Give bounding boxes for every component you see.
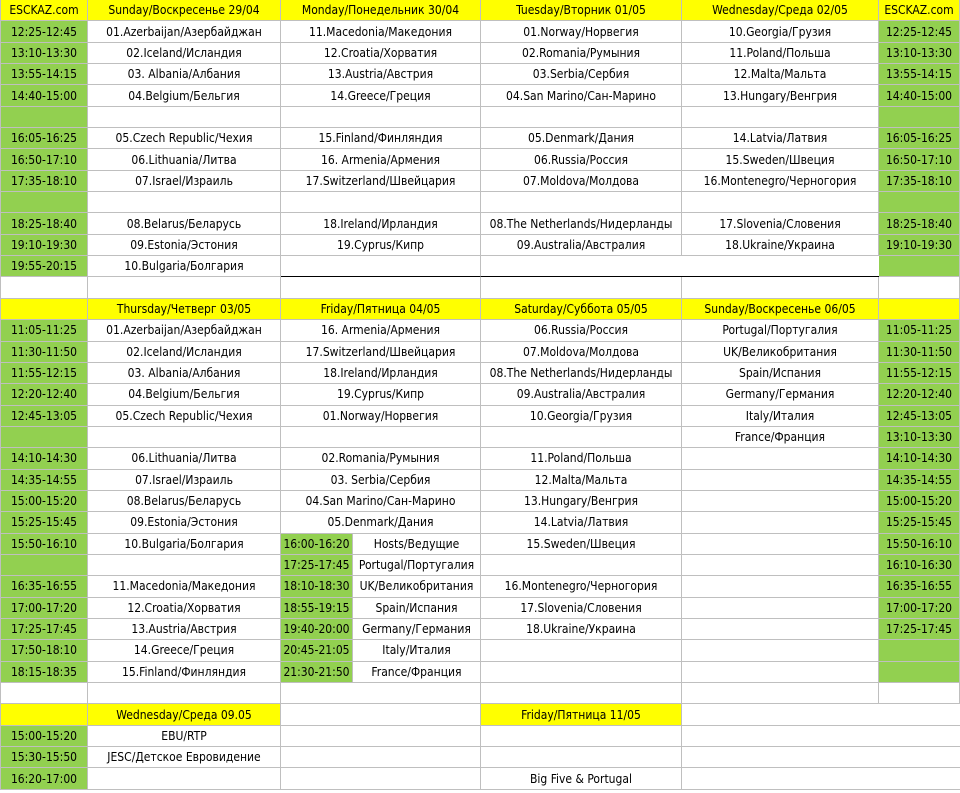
performance-cell: 07.Israel/Израиль: [88, 171, 281, 192]
sunday-cell: [682, 470, 879, 491]
blank: [879, 277, 960, 298]
friday-split-cell: [281, 598, 481, 619]
time-left: [0, 192, 88, 213]
block2-day-header: Sunday/Воскресенье 06/05: [682, 299, 879, 320]
friday-split-cell: [281, 662, 481, 683]
blank: [481, 277, 682, 298]
block2-row: [0, 534, 960, 555]
sunday-cell: [682, 512, 879, 533]
time-left: 18:25-18:40: [0, 213, 88, 234]
friday-cell: 05.Denmark/Дания: [281, 512, 481, 533]
time-right: 17:35-18:10: [879, 171, 960, 192]
blank: [88, 277, 281, 298]
performance-cell: 11.Macedonia/Македония: [281, 21, 481, 42]
thursday-cell: 12.Croatia/Хорватия: [88, 598, 281, 619]
blank: [682, 683, 879, 704]
friday-split-cell: [281, 555, 481, 576]
blank: [0, 683, 88, 704]
block2-row: [0, 640, 960, 661]
time-right: 16:05-16:25: [879, 128, 960, 149]
block1-row: [0, 256, 960, 277]
performance-cell: 05.Denmark/Дания: [481, 128, 682, 149]
friday-split-cell: [281, 576, 481, 597]
performance-cell: 04.Belgium/Бельгия: [88, 85, 281, 106]
sunday-cell: [682, 448, 879, 469]
time-right: 18:25-18:40: [879, 213, 960, 234]
time-right: 14:35-14:55: [879, 470, 960, 491]
block2-row: [0, 555, 960, 576]
performance-cell: [281, 192, 481, 213]
sunday-cell: Italy/Италия: [682, 406, 879, 427]
friday-cell: [481, 726, 682, 747]
saturday-cell: [481, 640, 682, 661]
block2-row: [0, 619, 960, 640]
block1-day-header: Sunday/Воскресенье 29/04: [88, 0, 281, 21]
block1-header-row: [0, 0, 960, 21]
time-left: 15:50-16:10: [0, 534, 88, 555]
block1-row: [0, 43, 960, 64]
sunday-cell: Portugal/Португалия: [682, 320, 879, 341]
blank: [281, 747, 481, 768]
sunday-cell: Germany/Германия: [682, 384, 879, 405]
performance-cell: 10.Bulgaria/Болгария: [88, 256, 281, 277]
time-left: 17:00-17:20: [0, 598, 88, 619]
time-left: 16:20-17:00: [0, 768, 88, 789]
performance-cell: [481, 256, 682, 277]
time-right: 15:50-16:10: [879, 534, 960, 555]
time-right: 12:25-12:45: [879, 21, 960, 42]
performance-cell: [88, 107, 281, 128]
thursday-cell: 15.Finland/Финляндия: [88, 662, 281, 683]
block2-corner-right: [879, 299, 960, 320]
performance-cell: 09.Estonia/Эстония: [88, 235, 281, 256]
block2-row: [0, 363, 960, 384]
block3-row: [0, 726, 960, 747]
thursday-cell: 14.Greece/Греция: [88, 640, 281, 661]
friday-time: 18:55-19:15: [281, 598, 353, 618]
performance-cell: [281, 256, 481, 277]
saturday-cell: 16.Montenegro/Черногория: [481, 576, 682, 597]
performance-cell: 17.Switzerland/Швейцария: [281, 171, 481, 192]
time-right: 11:30-11:50: [879, 342, 960, 363]
performance-cell: 06.Lithuania/Литва: [88, 149, 281, 170]
time-right: [879, 107, 960, 128]
wednesday-cell: JESC/Детское Евровидение: [88, 747, 281, 768]
time-left: 14:35-14:55: [0, 470, 88, 491]
time-left: 14:10-14:30: [0, 448, 88, 469]
performance-cell: 14.Greece/Греция: [281, 85, 481, 106]
performance-cell: 08.The Netherlands/Нидерланды: [481, 213, 682, 234]
sunday-cell: UK/Великобритания: [682, 342, 879, 363]
saturday-cell: 10.Georgia/Грузия: [481, 406, 682, 427]
performance-cell: 02.Iceland/Исландия: [88, 43, 281, 64]
time-right: [879, 662, 960, 683]
performance-cell: 19.Cyprus/Кипр: [281, 235, 481, 256]
friday-cell: 03. Serbia/Сербия: [281, 470, 481, 491]
block2-day-header: Saturday/Суббота 05/05: [481, 299, 682, 320]
blank: [281, 277, 481, 298]
performance-cell: [481, 192, 682, 213]
block2-row: [0, 342, 960, 363]
thursday-cell: 10.Bulgaria/Болгария: [88, 534, 281, 555]
friday-cell: Spain/Испания: [375, 600, 458, 615]
performance-cell: 05.Czech Republic/Чехия: [88, 128, 281, 149]
time-left: 12:45-13:05: [0, 406, 88, 427]
time-right: 16:10-16:30: [879, 555, 960, 576]
performance-cell: 08.Belarus/Беларусь: [88, 213, 281, 234]
performance-cell: 03. Albania/Албания: [88, 64, 281, 85]
blank: [281, 683, 481, 704]
friday-cell: Big Five & Portugal: [481, 768, 682, 789]
thursday-cell: 08.Belarus/Беларусь: [88, 491, 281, 512]
title-left: ESCKAZ.com: [0, 0, 88, 21]
time-left: 15:30-15:50: [0, 747, 88, 768]
saturday-cell: 07.Moldova/Молдова: [481, 342, 682, 363]
saturday-cell: 08.The Netherlands/Нидерланды: [481, 363, 682, 384]
performance-cell: 12.Malta/Мальта: [682, 64, 879, 85]
time-right: 14:40-15:00: [879, 85, 960, 106]
sunday-cell: [682, 598, 879, 619]
time-right: 13:10-13:30: [879, 427, 960, 448]
saturday-cell: [481, 555, 682, 576]
block2-header-row: [0, 299, 960, 320]
performance-cell: 13.Austria/Австрия: [281, 64, 481, 85]
time-left: 15:00-15:20: [0, 491, 88, 512]
block3-row: [0, 768, 960, 789]
thursday-cell: 09.Estonia/Эстония: [88, 512, 281, 533]
blank: [879, 704, 960, 725]
saturday-cell: 06.Russia/Россия: [481, 320, 682, 341]
performance-cell: [682, 256, 879, 277]
time-right: 15:00-15:20: [879, 491, 960, 512]
friday-time: 21:30-21:50: [281, 662, 353, 682]
blank: [682, 726, 879, 747]
time-right: 19:10-19:30: [879, 235, 960, 256]
time-right: 13:10-13:30: [879, 43, 960, 64]
thursday-cell: 02.Iceland/Исландия: [88, 342, 281, 363]
friday-cell: 18.Ireland/Ирландия: [281, 363, 481, 384]
performance-cell: 15.Finland/Финляндия: [281, 128, 481, 149]
time-left: 15:00-15:20: [0, 726, 88, 747]
title-right: ESCKAZ.com: [879, 0, 960, 21]
saturday-cell: 15.Sweden/Швеция: [481, 534, 682, 555]
friday-cell: 19.Cyprus/Кипр: [281, 384, 481, 405]
block2-row: [0, 384, 960, 405]
block2-row: [0, 406, 960, 427]
time-left: 11:30-11:50: [0, 342, 88, 363]
performance-cell: 15.Sweden/Швеция: [682, 149, 879, 170]
sunday-cell: [682, 491, 879, 512]
friday-cell: [481, 747, 682, 768]
thursday-cell: 03. Albania/Албания: [88, 363, 281, 384]
saturday-cell: 13.Hungary/Венгрия: [481, 491, 682, 512]
time-left: 15:25-15:45: [0, 512, 88, 533]
time-right: [879, 640, 960, 661]
time-right: 11:55-12:15: [879, 363, 960, 384]
performance-cell: 17.Slovenia/Словения: [682, 213, 879, 234]
friday-cell: 04.San Marino/Сан-Марино: [281, 491, 481, 512]
thursday-cell: [88, 555, 281, 576]
performance-cell: 10.Georgia/Грузия: [682, 21, 879, 42]
saturday-cell: [481, 427, 682, 448]
block2-row: [0, 320, 960, 341]
wednesday-cell: EBU/RTP: [88, 726, 281, 747]
sunday-cell: France/Франция: [682, 427, 879, 448]
thursday-cell: 06.Lithuania/Литва: [88, 448, 281, 469]
time-right: 17:00-17:20: [879, 598, 960, 619]
time-left: [0, 555, 88, 576]
block3-header-row: [0, 704, 960, 725]
blank: [481, 683, 682, 704]
block2-row: [0, 512, 960, 533]
saturday-cell: 18.Ukraine/Украина: [481, 619, 682, 640]
separator-row-2: [0, 683, 960, 704]
friday-cell: 01.Norway/Норвегия: [281, 406, 481, 427]
blank: [879, 768, 960, 789]
wednesday-cell: [88, 768, 281, 789]
time-left: 17:25-17:45: [0, 619, 88, 640]
block3-day-header: Wednesday/Среда 09.05: [88, 704, 281, 725]
performance-cell: [682, 192, 879, 213]
friday-cell: Germany/Германия: [362, 622, 471, 637]
performance-cell: 16.Montenegro/Черногория: [682, 171, 879, 192]
performance-cell: [682, 107, 879, 128]
saturday-cell: [481, 662, 682, 683]
performance-cell: [88, 192, 281, 213]
block1-day-header: Wednesday/Среда 02/05: [682, 0, 879, 21]
performance-cell: 18.Ireland/Ирландия: [281, 213, 481, 234]
thursday-cell: 11.Macedonia/Македония: [88, 576, 281, 597]
time-left: [0, 427, 88, 448]
time-left: 18:15-18:35: [0, 662, 88, 683]
block1-row: [0, 149, 960, 170]
friday-time: 16:00-16:20: [281, 534, 353, 554]
time-right: 15:25-15:45: [879, 512, 960, 533]
performance-cell: 11.Poland/Польша: [682, 43, 879, 64]
friday-split-cell: [281, 619, 481, 640]
time-left: 16:50-17:10: [0, 149, 88, 170]
friday-cell: Italy/Италия: [382, 643, 451, 658]
friday-time: 17:25-17:45: [281, 555, 353, 575]
saturday-cell: 09.Australia/Австралия: [481, 384, 682, 405]
blank: [281, 726, 481, 747]
time-left: 19:55-20:15: [0, 256, 88, 277]
block2-day-header: Friday/Пятница 04/05: [281, 299, 481, 320]
time-left: 11:05-11:25: [0, 320, 88, 341]
friday-cell: [281, 427, 481, 448]
blank: [281, 768, 481, 789]
block2-row: [0, 427, 960, 448]
time-left: 17:50-18:10: [0, 640, 88, 661]
performance-cell: 02.Romania/Румыния: [481, 43, 682, 64]
saturday-cell: 14.Latvia/Латвия: [481, 512, 682, 533]
block1-row: [0, 85, 960, 106]
friday-time: 19:40-20:00: [281, 619, 353, 639]
time-left: 14:40-15:00: [0, 85, 88, 106]
friday-time: 18:10-18:30: [281, 576, 353, 596]
block3-day-header: Friday/Пятница 11/05: [481, 704, 682, 725]
thursday-cell: 05.Czech Republic/Чехия: [88, 406, 281, 427]
block1-row: [0, 107, 960, 128]
time-left: 19:10-19:30: [0, 235, 88, 256]
friday-split-cell: [281, 640, 481, 661]
thursday-cell: [88, 427, 281, 448]
time-left: 16:35-16:55: [0, 576, 88, 597]
block1-row: [0, 235, 960, 256]
friday-cell: 02.Romania/Румыния: [281, 448, 481, 469]
time-right: 16:35-16:55: [879, 576, 960, 597]
time-left: 12:25-12:45: [0, 21, 88, 42]
saturday-cell: 17.Slovenia/Словения: [481, 598, 682, 619]
time-right: 12:20-12:40: [879, 384, 960, 405]
block2-day-header: Thursday/Четверг 03/05: [88, 299, 281, 320]
performance-cell: 09.Australia/Австралия: [481, 235, 682, 256]
performance-cell: 01.Norway/Норвегия: [481, 21, 682, 42]
performance-cell: 12.Croatia/Хорватия: [281, 43, 481, 64]
friday-time: 20:45-21:05: [281, 640, 353, 660]
time-left: [0, 107, 88, 128]
block1-row: [0, 128, 960, 149]
block1-row: [0, 192, 960, 213]
performance-cell: 14.Latvia/Латвия: [682, 128, 879, 149]
thursday-cell: 07.Israel/Израиль: [88, 470, 281, 491]
saturday-cell: 11.Poland/Польша: [481, 448, 682, 469]
friday-cell: Portugal/Португалия: [358, 558, 475, 573]
block2-row: [0, 576, 960, 597]
blank: [682, 747, 879, 768]
block2-row: [0, 662, 960, 683]
friday-cell: 16. Armenia/Армения: [281, 320, 481, 341]
block3-row: [0, 747, 960, 768]
performance-cell: 03.Serbia/Сербия: [481, 64, 682, 85]
friday-cell: UK/Великобритания: [359, 579, 474, 594]
performance-cell: 16. Armenia/Армения: [281, 149, 481, 170]
blank: [88, 683, 281, 704]
sunday-cell: Spain/Испания: [682, 363, 879, 384]
block2-row: [0, 448, 960, 469]
time-right: 16:50-17:10: [879, 149, 960, 170]
time-right: 12:45-13:05: [879, 406, 960, 427]
thursday-cell: 13.Austria/Австрия: [88, 619, 281, 640]
performance-cell: 04.San Marino/Сан-Марино: [481, 85, 682, 106]
blank: [682, 768, 879, 789]
time-right: 17:25-17:45: [879, 619, 960, 640]
time-right: 14:10-14:30: [879, 448, 960, 469]
performance-cell: 01.Azerbaijan/Азербайджан: [88, 21, 281, 42]
time-left: 13:10-13:30: [0, 43, 88, 64]
block2-row: [0, 470, 960, 491]
thursday-cell: 04.Belgium/Бельгия: [88, 384, 281, 405]
time-left: 16:05-16:25: [0, 128, 88, 149]
sunday-cell: [682, 619, 879, 640]
sunday-cell: [682, 640, 879, 661]
friday-split-cell: [281, 534, 481, 555]
saturday-cell: 12.Malta/Мальта: [481, 470, 682, 491]
sunday-cell: [682, 555, 879, 576]
block1-row: [0, 171, 960, 192]
block1-day-header: Monday/Понедельник 30/04: [281, 0, 481, 21]
sunday-cell: [682, 534, 879, 555]
friday-cell: 17.Switzerland/Швейцария: [281, 342, 481, 363]
thursday-cell: 01.Azerbaijan/Азербайджан: [88, 320, 281, 341]
performance-cell: 07.Moldova/Молдова: [481, 171, 682, 192]
block3-corner: [0, 704, 88, 725]
time-left: 12:20-12:40: [0, 384, 88, 405]
block2-row: [0, 598, 960, 619]
blank: [879, 683, 960, 704]
sunday-cell: [682, 662, 879, 683]
performance-cell: 13.Hungary/Венгрия: [682, 85, 879, 106]
blank: [879, 747, 960, 768]
blank: [682, 277, 879, 298]
time-left: 13:55-14:15: [0, 64, 88, 85]
time-right: 13:55-14:15: [879, 64, 960, 85]
block1-row: [0, 213, 960, 234]
block2-corner: [0, 299, 88, 320]
performance-cell: 18.Ukraine/Украина: [682, 235, 879, 256]
friday-cell: France/Франция: [371, 664, 462, 679]
time-right: [879, 192, 960, 213]
time-right: [879, 256, 960, 277]
performance-cell: 06.Russia/Россия: [481, 149, 682, 170]
friday-cell: Hosts/Ведущие: [373, 536, 460, 551]
blank: [682, 704, 879, 725]
blank: [0, 277, 88, 298]
performance-cell: [481, 107, 682, 128]
blank: [281, 704, 481, 725]
blank: [879, 726, 960, 747]
block1-row: [0, 64, 960, 85]
time-left: 17:35-18:10: [0, 171, 88, 192]
block1-row: [0, 21, 960, 42]
sunday-cell: [682, 576, 879, 597]
time-left: 11:55-12:15: [0, 363, 88, 384]
time-right: 11:05-11:25: [879, 320, 960, 341]
block1-day-header: Tuesday/Вторник 01/05: [481, 0, 682, 21]
block2-row: [0, 491, 960, 512]
separator-row: [0, 277, 960, 298]
performance-cell: [281, 107, 481, 128]
